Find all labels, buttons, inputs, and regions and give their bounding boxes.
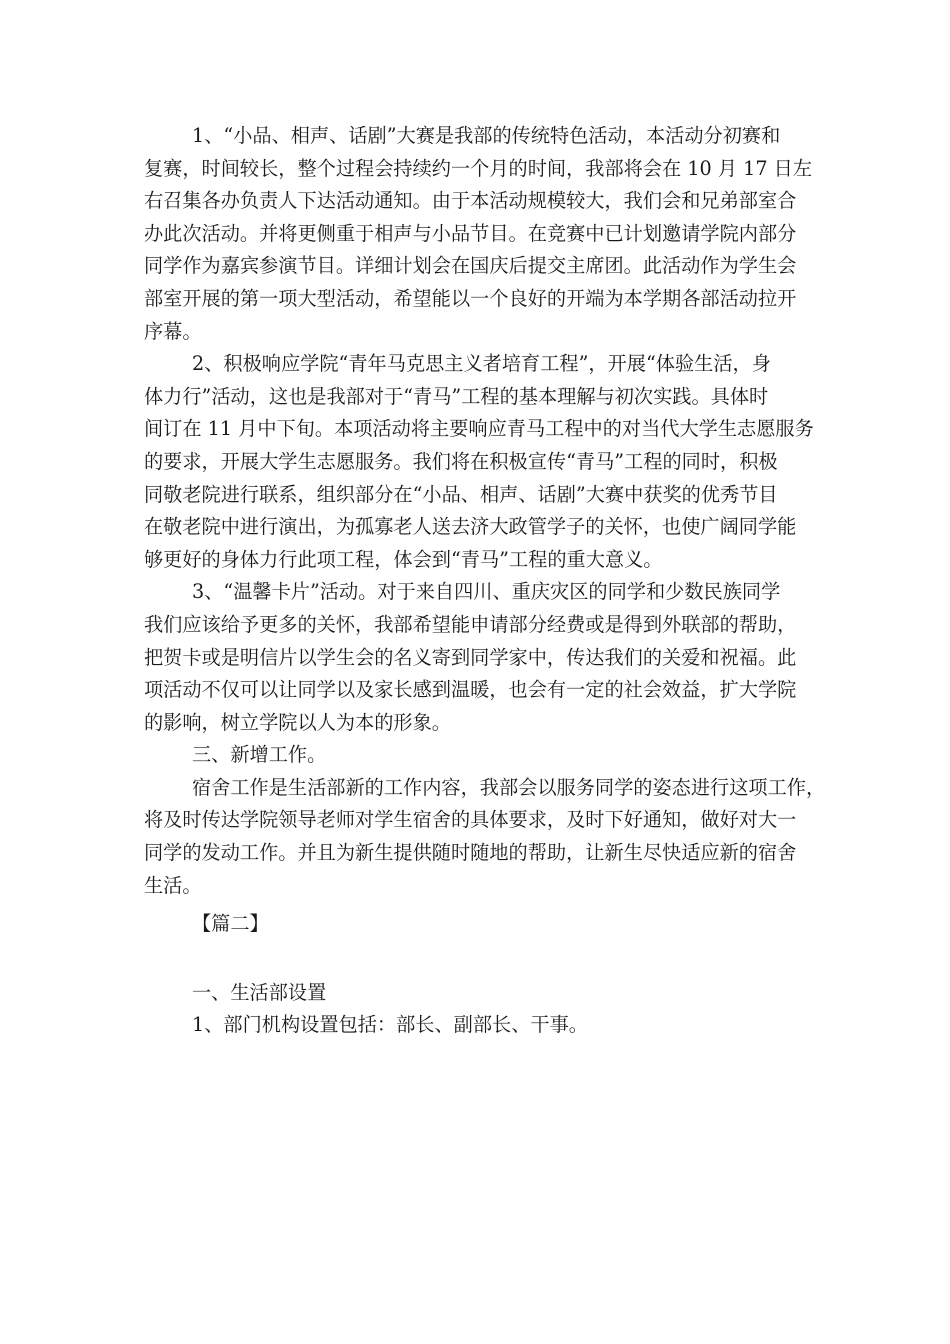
paragraph-line: 序幕。 bbox=[144, 319, 202, 343]
paragraph-line: 将及时传达学院领导老师对学生宿舍的具体要求，及时下好通知，做好对大一 bbox=[144, 808, 797, 832]
paragraph-line: 体力行”活动，这也是我部对于“青马”工程的基本理解与初次实践。具体时 bbox=[144, 384, 769, 408]
paragraph-line: 在敬老院中进行演出，为孤寡老人送去济大政管学子的关怀，也使广阔同学能 bbox=[144, 515, 797, 539]
part-two-header: 【篇二】 bbox=[192, 912, 269, 936]
paragraph-line: 部室开展的第一项大型活动，希望能以一个良好的开端为本学期各部活动拉开 bbox=[144, 286, 797, 310]
part-two-body bbox=[144, 977, 814, 1042]
paragraph-line: 我们应该给予更多的关怀，我部希望能申请部分经费或是得到外联部的帮助， bbox=[144, 612, 797, 636]
paragraph-line: 同敬老院进行联系，组织部分在“小品、相声、话剧”大赛中获奖的优秀节目 bbox=[144, 482, 778, 506]
paragraph-line: 3、“温馨卡片”活动。对于来自四川、重庆灾区的同学和少数民族同学 bbox=[192, 580, 781, 604]
paragraph-line: 2、积极响应学院“青年马克思主义者培育工程”，开展“体验生活，身 bbox=[192, 352, 771, 376]
paragraph-line: 的要求，开展大学生志愿服务。我们将在积极宣传“青马”工程的同时，积极 bbox=[144, 449, 778, 473]
paragraph-line: 间订在 11 月中下旬。本项活动将主要响应青马工程中的对当代大学生志愿服务 bbox=[144, 417, 814, 441]
paragraph-line: 同学作为嘉宾参演节目。详细计划会在国庆后提交主席团。此活动作为学生会 bbox=[144, 254, 797, 278]
paragraph-line: 复赛，时间较长，整个过程会持续约一个月的时间，我部将会在 10 月 17 日左 bbox=[144, 156, 813, 180]
paragraph-line: 办此次活动。并将更侧重于相声与小品节目。在竞赛中已计划邀请学院内部分 bbox=[144, 221, 797, 245]
document-body bbox=[144, 120, 826, 902]
paragraph-line: 1、部门机构设置包括：部长、副部长、干事。 bbox=[192, 1013, 588, 1037]
document-page bbox=[144, 120, 826, 1042]
paragraph-line: 右召集各办负责人下达活动通知。由于本活动规模较大，我们会和兄弟部室合 bbox=[144, 189, 797, 213]
paragraph-line: 同学的发动工作。并且为新生提供随时随地的帮助，让新生尽快适应新的宿舍 bbox=[144, 841, 797, 865]
paragraph-line: 生活。 bbox=[144, 873, 202, 897]
section-heading: 三、新增工作。 bbox=[192, 743, 327, 767]
paragraph-line: 项活动不仅可以让同学以及家长感到温暖，也会有一定的社会效益，扩大学院 bbox=[144, 678, 797, 702]
section-heading: 一、生活部设置 bbox=[192, 980, 327, 1004]
paragraph-line: 1、“小品、相声、话剧”大赛是我部的传统特色活动，本活动分初赛和 bbox=[192, 124, 781, 147]
paragraph-line: 够更好的身体力行此项工程，体会到“青马”工程的重大意义。 bbox=[144, 547, 663, 571]
paragraph-line: 把贺卡或是明信片以学生会的名义寄到同学家中，传达我们的关爱和祝福。此 bbox=[144, 645, 797, 669]
paragraph-line: 宿舍工作是生活部新的工作内容，我部会以服务同学的姿态进行这项工作， bbox=[192, 775, 826, 799]
paragraph-line: 的影响，树立学院以人为本的形象。 bbox=[144, 710, 451, 734]
